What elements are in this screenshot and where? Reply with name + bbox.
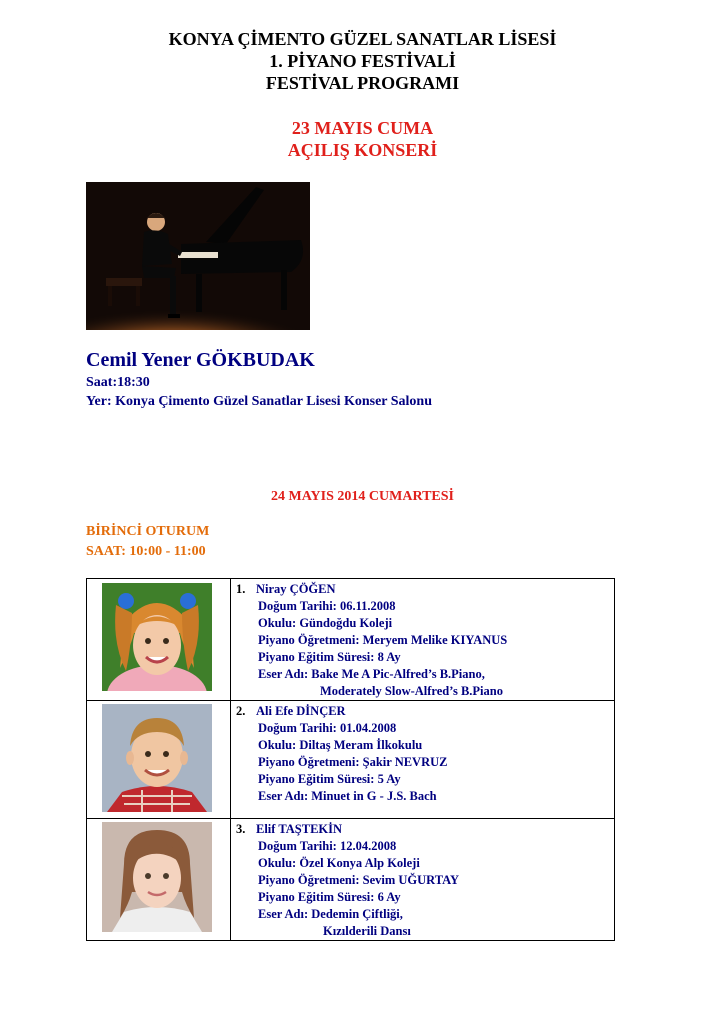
- student-photo-cell: [87, 819, 231, 941]
- table-row: [87, 579, 615, 701]
- student-details: [231, 703, 614, 805]
- document-header: [0, 28, 725, 94]
- student-number: 2.: [236, 704, 246, 718]
- student-teacher: Piyano Öğretmeni: Şakir NEVRUZ: [258, 755, 448, 769]
- pianist-photo: [86, 182, 310, 330]
- student-name: Ali Efe DİNÇER: [256, 704, 346, 718]
- session-info: [86, 522, 209, 562]
- student-work: Eser Adı: Bake Me A Pic-Alfred’s B.Piano,: [258, 667, 485, 681]
- student-photo: [102, 822, 212, 932]
- program-table: [86, 578, 615, 941]
- student-school: Okulu: Özel Konya Alp Koleji: [258, 856, 420, 870]
- pianist-illustration: [86, 182, 310, 330]
- student-work-continued: Moderately Slow-Alfred’s B.Piano: [320, 684, 503, 698]
- concert-place: Yer: Konya Çimento Güzel Sanatlar Lisesi Konser Salonu: [86, 394, 433, 409]
- student-info-cell: [231, 701, 615, 819]
- student-photo: [102, 583, 212, 691]
- girl-portrait-illustration: [102, 822, 212, 932]
- student-photo: [102, 704, 212, 812]
- student-info-cell: [231, 819, 615, 941]
- student-number: 1.: [236, 582, 246, 596]
- student-photo-cell: [87, 701, 231, 819]
- session-title: BİRİNCİ OTURUM: [86, 524, 210, 539]
- student-photo-cell: [87, 579, 231, 701]
- student-teacher: Piyano Öğretmeni: Sevim UĞURTAY: [258, 873, 460, 887]
- concert-time: Saat:18:30: [86, 375, 150, 390]
- student-birth: Doğum Tarihi: 12.04.2008: [258, 839, 397, 853]
- student-details: [231, 821, 614, 940]
- student-duration: Piyano Eğitim Süresi: 8 Ay: [258, 650, 401, 664]
- program-title: FESTİVAL PROGRAMI: [265, 73, 460, 93]
- performer-info: [86, 347, 432, 411]
- student-school: Okulu: Diltaş Meram İlkokulu: [258, 738, 423, 752]
- festival-name: 1. PİYANO FESTİVALİ: [269, 51, 456, 71]
- opening-title: AÇILIŞ KONSERİ: [287, 140, 438, 160]
- student-birth: Doğum Tarihi: 06.11.2008: [258, 599, 396, 613]
- student-duration: Piyano Eğitim Süresi: 5 Ay: [258, 772, 401, 786]
- girl-portrait-illustration: [102, 583, 212, 691]
- boy-portrait-illustration: [102, 704, 212, 812]
- session-hours: SAAT: 10:00 - 11:00: [86, 544, 206, 559]
- student-duration: Piyano Eğitim Süresi: 6 Ay: [258, 890, 401, 904]
- opening-concert-heading: [0, 117, 725, 161]
- student-work: Eser Adı: Dedemin Çiftliği,: [258, 907, 403, 921]
- opening-date: 23 MAYIS CUMA: [291, 118, 434, 138]
- school-name: KONYA ÇİMENTO GÜZEL SANATLAR LİSESİ: [168, 29, 557, 49]
- student-work: Eser Adı: Minuet in G - J.S. Bach: [258, 789, 437, 803]
- student-name: Elif TAŞTEKİN: [256, 822, 343, 836]
- student-work-continued: Kızılderili Dansı: [323, 924, 411, 938]
- student-info-cell: [231, 579, 615, 701]
- student-name: Niray ÇÖĞEN: [256, 582, 336, 596]
- student-birth: Doğum Tarihi: 01.04.2008: [258, 721, 397, 735]
- day2-date: 24 MAYIS 2014 CUMARTESİ: [271, 489, 454, 504]
- table-row: [87, 819, 615, 941]
- table-row: [87, 701, 615, 819]
- performer-name: Cemil Yener GÖKBUDAK: [86, 349, 315, 371]
- student-number: 3.: [236, 822, 246, 836]
- student-teacher: Piyano Öğretmeni: Meryem Melike KIYANUS: [258, 633, 508, 647]
- student-details: [231, 581, 614, 700]
- student-school: Okulu: Gündoğdu Koleji: [258, 616, 393, 630]
